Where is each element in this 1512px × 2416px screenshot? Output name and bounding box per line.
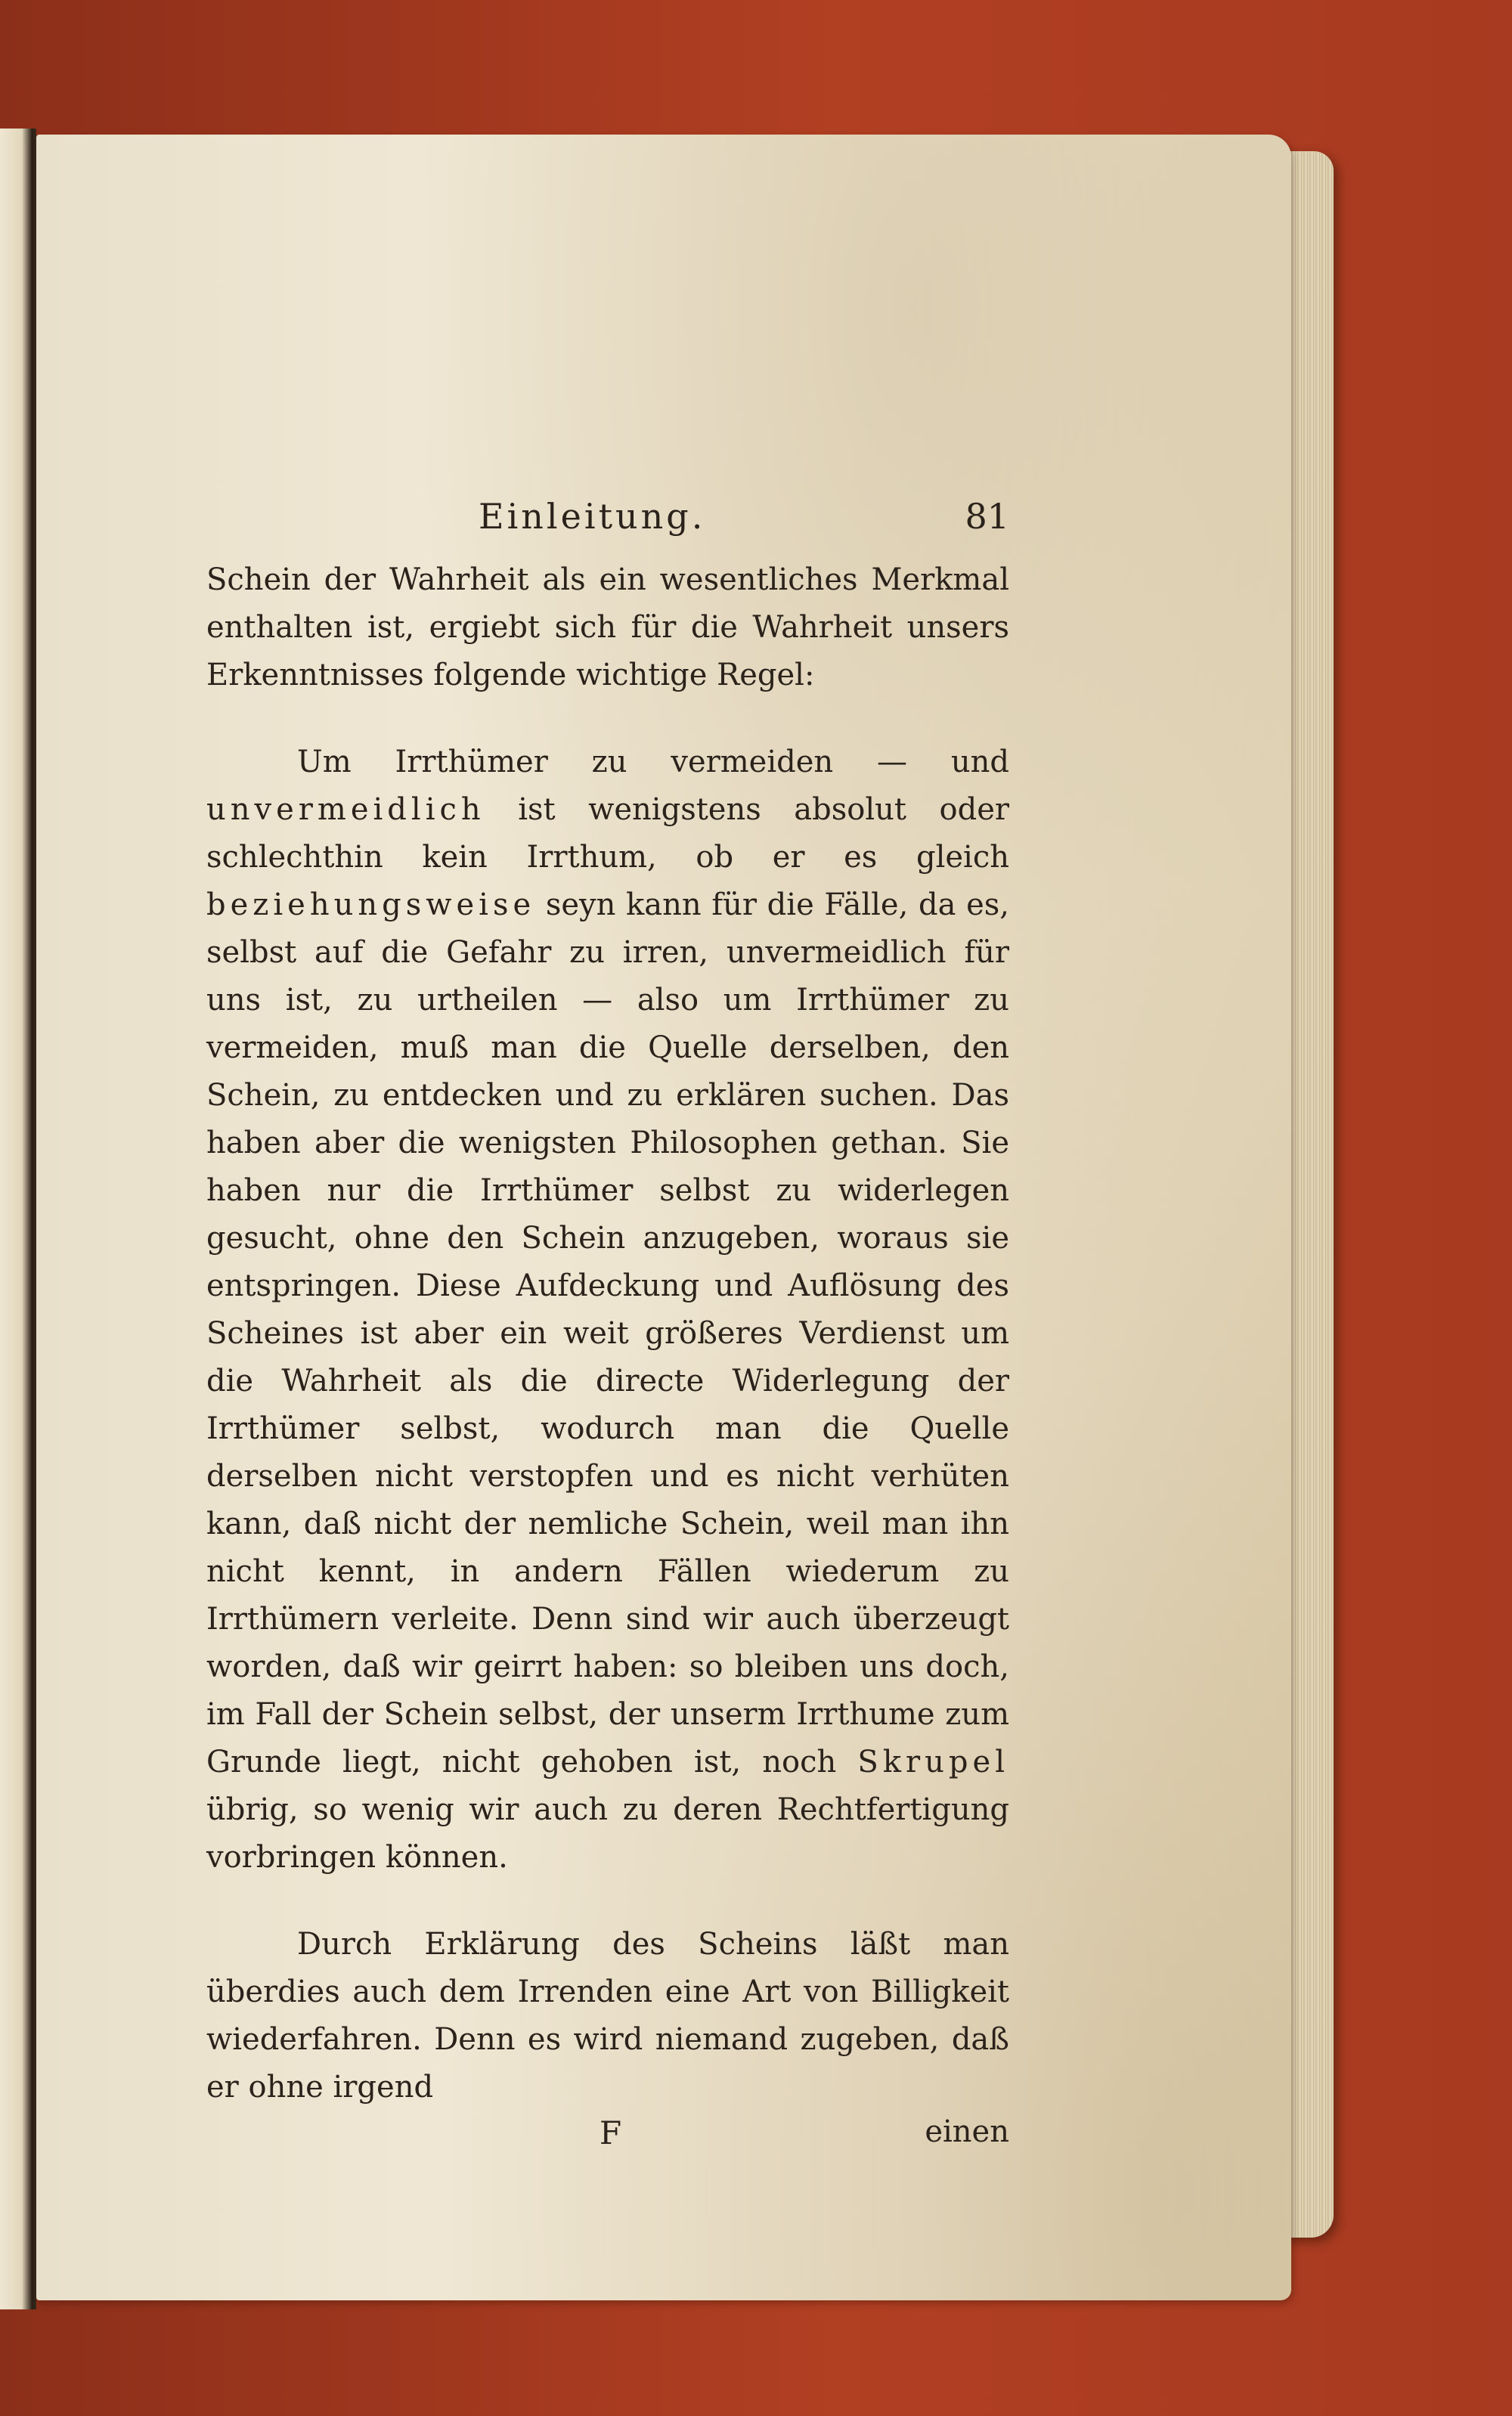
paragraph-2-part-1: Um Irrthümer zu vermeiden — und bbox=[297, 745, 1009, 779]
previous-page-edge bbox=[0, 129, 36, 2309]
paragraph-2-part-2: ist wenigstens absolut oder schlechthin kein Irrthum, ob er es gleich bbox=[206, 792, 1009, 875]
paragraph-3: Durch Erklärung des Scheins läßt man überdies auch dem Irrenden eine Art von Billigkeit wiederfahren. Denn es wird niemand zugeben, daß er ohne irgend bbox=[206, 1927, 1009, 2105]
spaced-word-beziehungsweise: beziehungsweise bbox=[206, 887, 536, 922]
spaced-word-skrupel: Skrupel bbox=[857, 1745, 1009, 1779]
catchword: einen bbox=[925, 2114, 1009, 2149]
page-number: 81 bbox=[965, 496, 1009, 537]
running-head bbox=[206, 496, 1009, 549]
signature-mark: F bbox=[600, 2114, 622, 2151]
spaced-word-unvermeidlich: unvermeidlich bbox=[206, 792, 485, 827]
paragraph-2-part-3: seyn kann für die Fälle, da es, selbst auf die Gefahr zu irren, unvermeidlich für uns ist, zu urtheilen — also um Irrthümer zu vermeiden, muß man die Quelle derselben, den Schein, zu entdecken und zu erklären suchen. Das haben aber die wenigsten Philosophen gethan. Sie haben nur die Irrthümer selbst zu widerlegen gesucht, ohne den Schein anzugeben, woraus sie entspringen. Diese Aufdeckung und Auflösung des Scheines ist aber ein weit größeres Verdienst um die Wahrheit als die directe Widerlegung der Irrthümer selbst, wodurch man die Quelle derselben nicht verstopfen und es nicht verhüten kann, daß nicht der nemliche Schein, weil man ihn nicht kennt, in andern Fällen wiederum zu Irrthümern verleite. Denn sind wir auch überzeugt worden, daß wir geirrt haben: so bleiben uns doch, im Fall der Schein selbst, der unserm Irrthume zum Grunde liegt, nicht gehoben ist, noch bbox=[206, 887, 1009, 1779]
paragraph-1: Schein der Wahrheit als ein wesentliches Merkmal enthalten ist, ergiebt sich für die Wahrheit unsers Erkenntnisses folgende wichtige Regel: bbox=[206, 562, 1009, 692]
running-head-title: Einleitung. bbox=[479, 496, 706, 537]
paragraph-2 bbox=[206, 739, 1009, 1882]
text-block bbox=[206, 496, 1009, 2164]
paragraph-2-part-4: übrig, so wenig wir auch zu deren Rechtfertigung vorbringen können. bbox=[206, 1792, 1009, 1875]
page-footer bbox=[206, 2114, 1009, 2164]
book-page bbox=[36, 135, 1291, 2300]
